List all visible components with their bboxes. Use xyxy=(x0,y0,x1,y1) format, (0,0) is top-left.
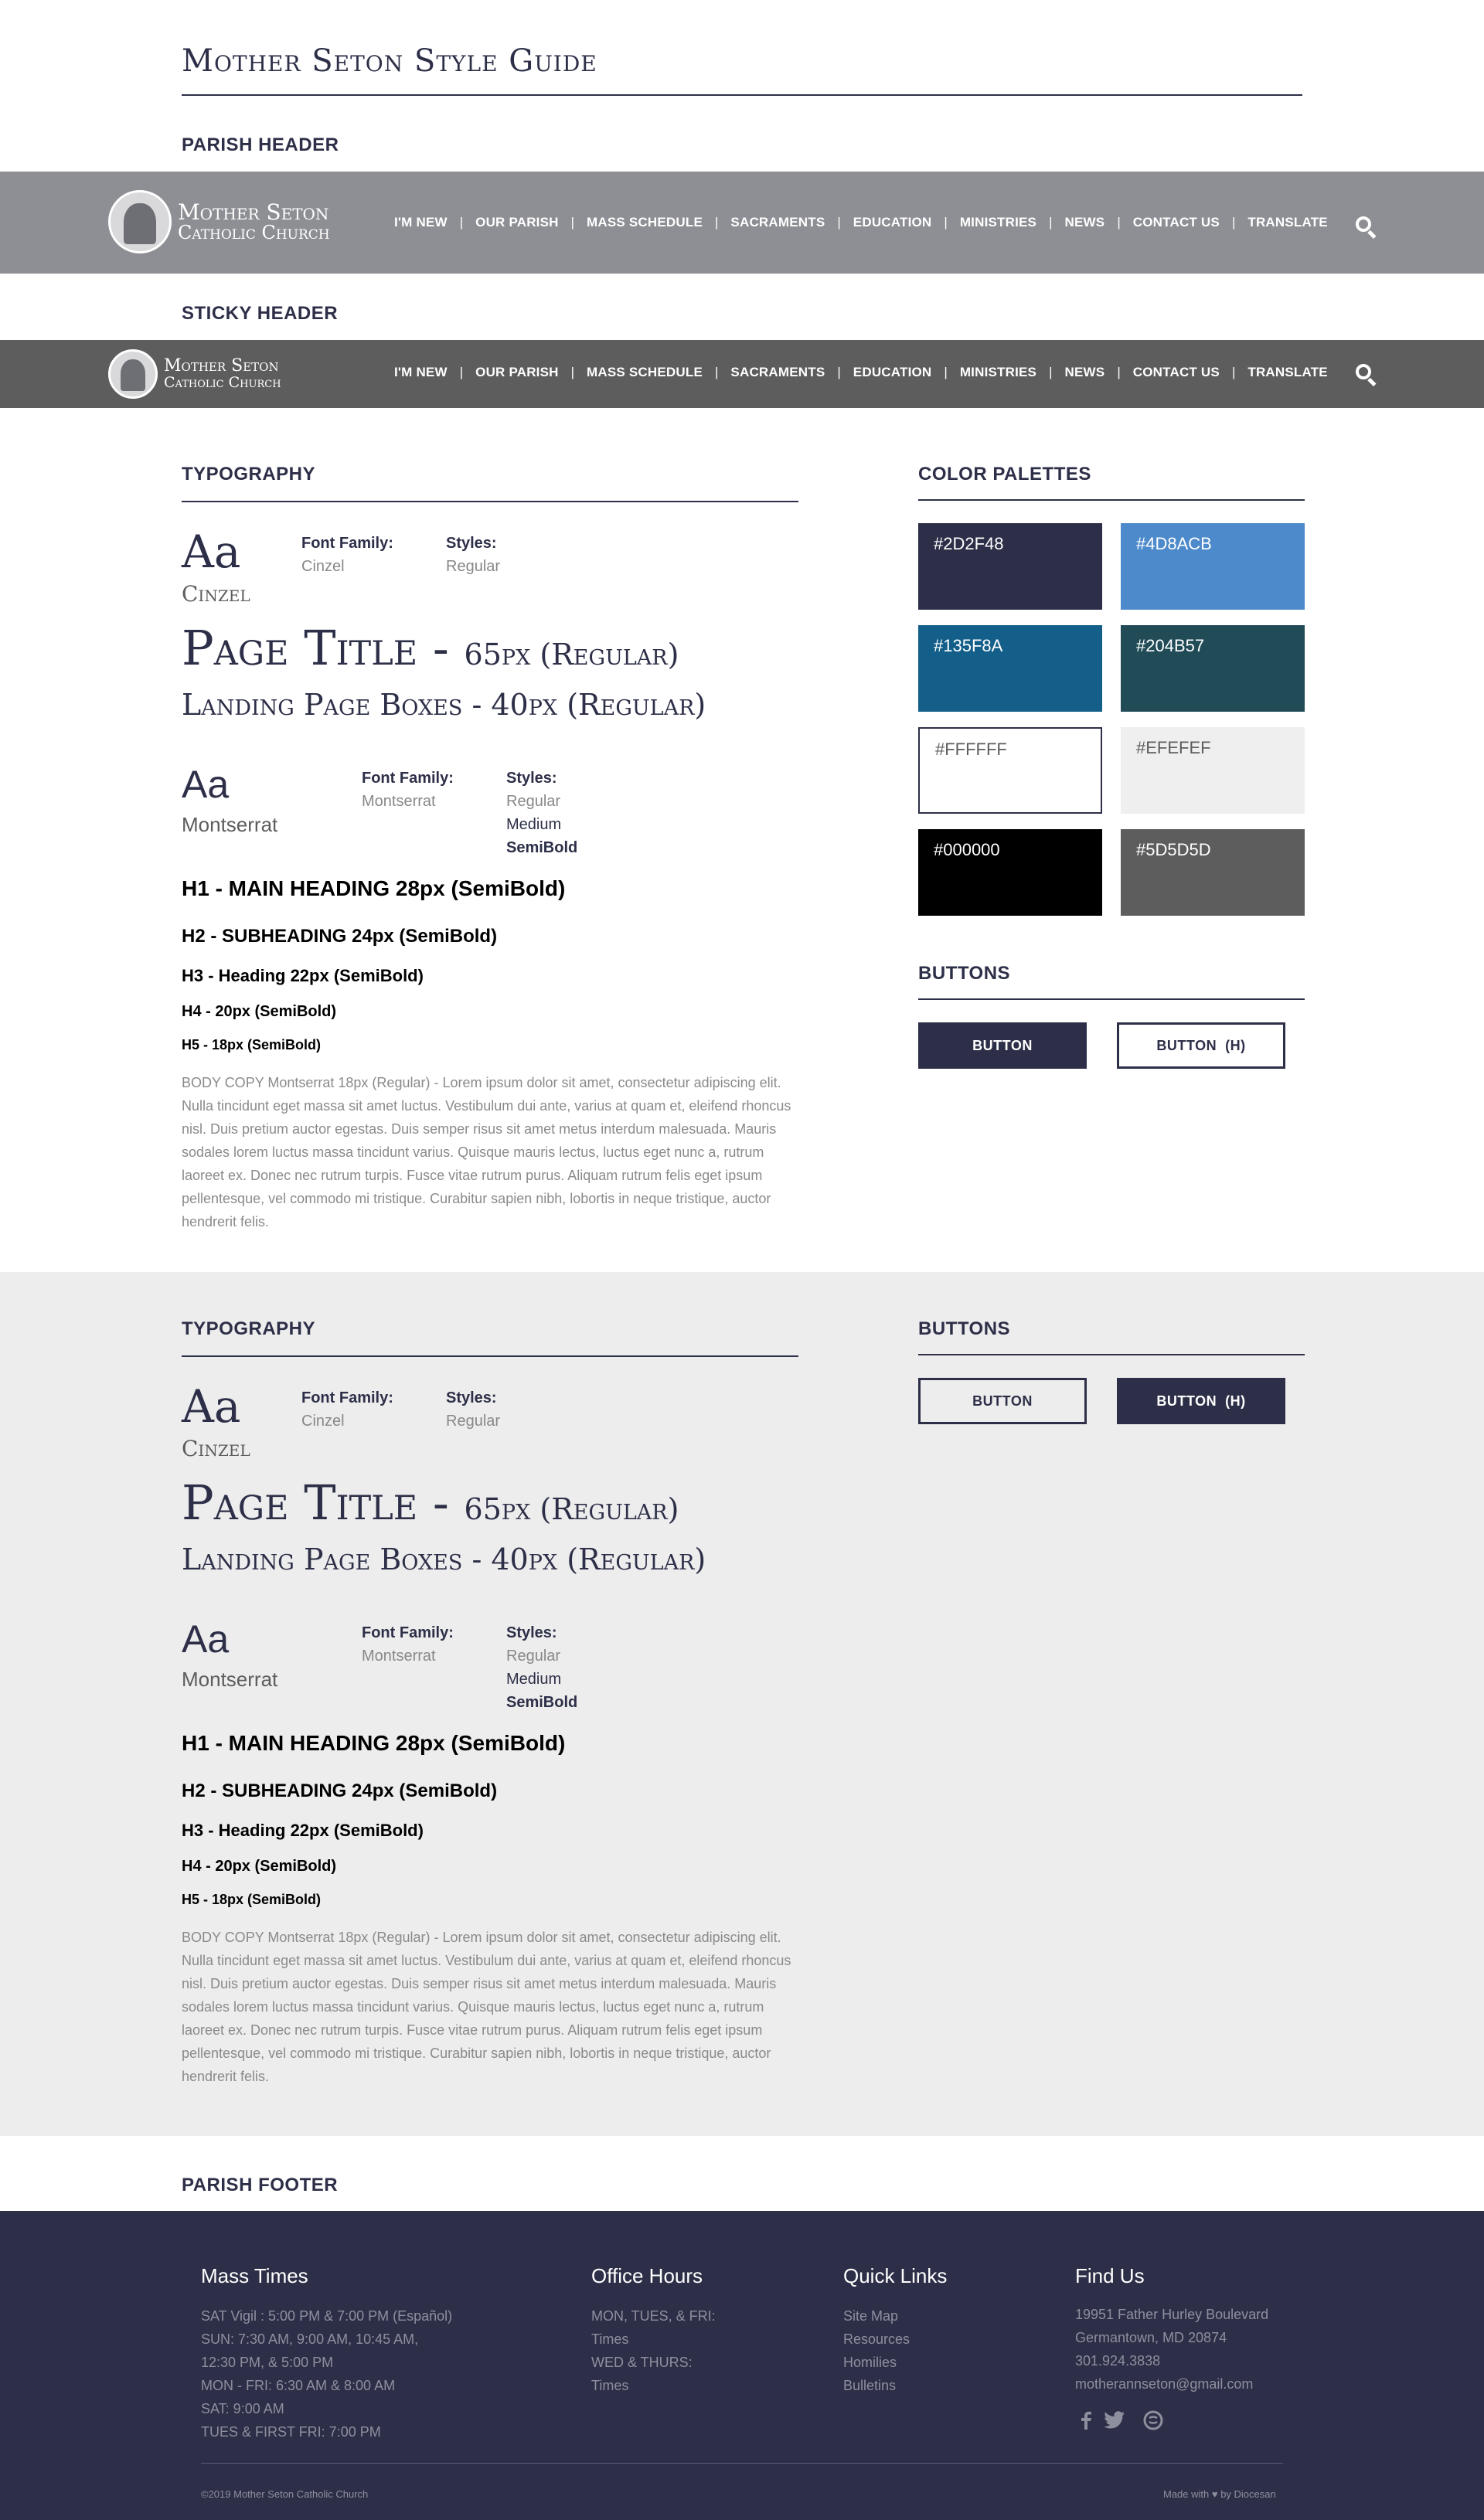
landing-title-sample: Landing Page Boxes - 40px (Regular) xyxy=(182,1542,706,1576)
page-title-size: 65px (Regular) xyxy=(464,638,679,672)
section-label-sticky-header: STICKY HEADER xyxy=(182,303,339,324)
footer-mass-time-line: SAT Vigil : 5:00 PM & 7:00 PM (Español) xyxy=(201,2308,453,2324)
nav-separator: | xyxy=(715,365,719,379)
cinzel-name: Cinzel xyxy=(182,1436,250,1461)
search-icon[interactable] xyxy=(1354,362,1377,386)
color-swatch-135f8a xyxy=(918,625,1102,712)
cinzel-name: Cinzel xyxy=(182,581,250,607)
landing-title-sample: Landing Page Boxes - 40px (Regular) xyxy=(182,688,706,722)
nav-separator: | xyxy=(837,365,841,379)
flocknote-icon[interactable] xyxy=(1142,2409,1164,2431)
montserrat-sample: Aa xyxy=(182,1617,230,1661)
footer-find-us-title: Find Us xyxy=(1075,2264,1145,2287)
swatch-hex: #4D8ACB xyxy=(1136,534,1212,553)
page-title-size: 65px (Regular) xyxy=(464,1492,679,1526)
logo-line-2: Catholic Church xyxy=(164,373,281,391)
cinzel-sample: Aa xyxy=(182,1380,241,1433)
nav-item-education[interactable]: EDUCATION xyxy=(853,215,932,230)
cinzel-sample: Aa xyxy=(182,525,241,578)
footer-office-hours-line: MON, TUES, & FRI: xyxy=(591,2308,716,2324)
montserrat-family-label: Font Family: xyxy=(362,1624,454,1641)
h4-sample: H4 - 20px (SemiBold) xyxy=(182,1858,337,1875)
footer-mass-times-title: Mass Times xyxy=(201,2264,308,2287)
cinzel-family-label: Font Family: xyxy=(301,535,393,552)
nav-item-sacraments[interactable]: SACRAMENTS xyxy=(730,215,825,230)
search-icon[interactable] xyxy=(1354,215,1377,238)
page-title-main: Page Title - xyxy=(182,1474,465,1531)
footer-phone[interactable]: 301.924.3838 xyxy=(1075,2353,1161,2369)
page-title-sample xyxy=(182,620,679,676)
nav-item-news[interactable]: NEWS xyxy=(1064,215,1105,230)
nav-separator: | xyxy=(715,215,719,230)
footer-copyright: ©2019 Mother Seton Catholic Church xyxy=(201,2488,369,2500)
nav-item-our-parish[interactable]: OUR PARISH xyxy=(475,365,559,379)
h2-sample: H2 - SUBHEADING 24px (SemiBold) xyxy=(182,926,498,947)
montserrat-style-medium: Medium xyxy=(506,1671,562,1688)
montserrat-style-regular: Regular xyxy=(506,1648,561,1665)
footer-mass-time-line: SUN: 7:30 AM, 9:00 AM, 10:45 AM, xyxy=(201,2331,419,2347)
typography-heading: TYPOGRAPHY xyxy=(182,464,316,485)
h3-sample: H3 - Heading 22px (SemiBold) xyxy=(182,966,424,985)
footer-mass-time-line: MON - FRI: 6:30 AM & 8:00 AM xyxy=(201,2378,396,2393)
color-swatch-5d5d5d xyxy=(1121,829,1305,916)
page-title: Mother Seton Style Guide xyxy=(182,43,597,79)
nav-separator: | xyxy=(1117,215,1121,230)
body-copy-sample: BODY COPY Montserrat 18px (Regular) - Lorem ipsum dolor sit amet, consectetur adipiscing elit. Nulla tincidunt eget massa sit amet luctus. Vestibulum dui ante, varius at quam et, eleifend rhoncus nisl. Duis pretium auctor egestas. Duis semper risus sit amet metus interdum malesuada. Mauris sodales lorem luctus massa tincidunt varius. Quisque mauris lectus, luctus eget nunc a, rutrum laoreet ex. Donec nec rutrum turpis. Fusce vitae rutrum purus. Aliquam rutrum felis eget ipsum pellentesque, vel commodo mi tristique. Curabitur sapien nibh, lobortis in neque tristique, auctor hendrerit felis. xyxy=(182,1930,791,2084)
color-swatch-efefef xyxy=(1121,727,1305,814)
nav-separator: | xyxy=(1231,365,1236,379)
footer-link-bulletins[interactable]: Bulletins xyxy=(843,2378,897,2393)
nav-separator: | xyxy=(570,365,575,379)
swatch-hex: #000000 xyxy=(934,840,1000,859)
cinzel-family-label: Font Family: xyxy=(301,1389,393,1406)
nav-item-education[interactable]: EDUCATION xyxy=(853,365,932,379)
title-divider xyxy=(182,94,1302,96)
color-swatch-000000 xyxy=(918,829,1102,916)
montserrat-style-medium: Medium xyxy=(506,816,562,833)
footer-mass-time-line: TUES & FIRST FRI: 7:00 PM xyxy=(201,2424,381,2440)
nav-item-mass-schedule[interactable]: MASS SCHEDULE xyxy=(587,365,703,379)
logo-line-1: Mother Seton xyxy=(164,356,279,376)
button-hover-outline[interactable]: BUTTON (H) xyxy=(1117,1022,1285,1069)
nav-separator: | xyxy=(944,215,948,230)
color-palettes-heading: COLOR PALETTES xyxy=(918,464,1091,485)
main-nav xyxy=(394,215,1328,230)
cinzel-styles-label: Styles: xyxy=(446,535,497,552)
nav-separator: | xyxy=(1231,215,1236,230)
nav-separator: | xyxy=(1117,365,1121,379)
nav-separator: | xyxy=(459,215,464,230)
nav-separator: | xyxy=(1049,365,1053,379)
cinzel-family-value: Cinzel xyxy=(301,1413,345,1430)
parish-header xyxy=(0,172,1484,274)
cinzel-family-value: Cinzel xyxy=(301,558,345,575)
sticky-header xyxy=(0,340,1484,408)
button-primary[interactable]: BUTTON xyxy=(918,1022,1087,1069)
footer-email[interactable]: motherannseton@gmail.com xyxy=(1075,2376,1254,2392)
nav-item-sacraments[interactable]: SACRAMENTS xyxy=(730,365,825,379)
swatch-hex: #FFFFFF xyxy=(935,740,1007,759)
cinzel-style-regular: Regular xyxy=(446,1413,501,1430)
footer-mass-time-line: SAT: 9:00 AM xyxy=(201,2401,284,2416)
nav-item-news[interactable]: NEWS xyxy=(1064,365,1105,379)
sticky-nav xyxy=(394,365,1328,380)
sticky-logo[interactable] xyxy=(108,349,281,399)
buttons-heading: BUTTONS xyxy=(918,963,1011,984)
swatch-hex: #204B57 xyxy=(1136,636,1205,655)
facebook-icon[interactable] xyxy=(1075,2409,1097,2431)
h3-sample: H3 - Heading 22px (SemiBold) xyxy=(182,1821,424,1840)
color-palettes-divider xyxy=(918,499,1305,501)
swatch-hex: #135F8A xyxy=(934,636,1003,655)
swatch-hex: #2D2F48 xyxy=(934,534,1004,553)
footer-made-with[interactable]: Made with ♥ by Diocesan xyxy=(1163,2488,1276,2500)
buttons-divider xyxy=(918,1354,1305,1355)
section-label-parish-header: PARISH HEADER xyxy=(182,134,339,155)
buttons-divider xyxy=(918,998,1305,1000)
montserrat-name: Montserrat xyxy=(182,1668,278,1691)
h5-sample: H5 - 18px (SemiBold) xyxy=(182,1892,322,1907)
nav-separator: | xyxy=(837,215,841,230)
section-label-parish-footer: PARISH FOOTER xyxy=(182,2175,339,2195)
nav-item-mass-schedule[interactable]: MASS SCHEDULE xyxy=(587,215,703,230)
typography-divider xyxy=(182,501,798,502)
nav-separator: | xyxy=(944,365,948,379)
nav-separator: | xyxy=(1049,215,1053,230)
nav-item-our-parish[interactable]: OUR PARISH xyxy=(475,215,559,230)
footer-office-hours-title: Office Hours xyxy=(591,2264,703,2287)
color-swatch-2d2f48 xyxy=(918,523,1102,610)
button-outline[interactable]: BUTTON xyxy=(918,1378,1087,1424)
footer-office-hours-line: WED & THURS: xyxy=(591,2355,693,2370)
montserrat-styles-label: Styles: xyxy=(506,770,557,787)
nav-item-translate[interactable]: TRANSLATE xyxy=(1247,215,1328,230)
nav-separator: | xyxy=(570,215,575,230)
footer-office-hours-line: Times xyxy=(591,2331,629,2347)
swatch-hex: #EFEFEF xyxy=(1136,738,1211,757)
button-hover-filled[interactable]: BUTTON (H) xyxy=(1117,1378,1285,1424)
montserrat-style-semibold: SemiBold xyxy=(506,839,578,856)
h5-sample: H5 - 18px (SemiBold) xyxy=(182,1037,322,1053)
color-swatch-4d8acb xyxy=(1121,523,1305,610)
montserrat-style-semibold: SemiBold xyxy=(506,1694,578,1711)
nav-item-translate[interactable]: TRANSLATE xyxy=(1247,365,1328,379)
montserrat-family-value: Montserrat xyxy=(362,793,436,810)
montserrat-sample: Aa xyxy=(182,763,230,806)
logo-line-2: Catholic Church xyxy=(178,222,330,244)
montserrat-family-label: Font Family: xyxy=(362,770,454,787)
montserrat-name: Montserrat xyxy=(182,813,278,836)
color-swatch-ffffff xyxy=(918,727,1102,814)
footer-address-line: Germantown, MD 20874 xyxy=(1075,2330,1227,2345)
footer-mass-time-line: 12:30 PM, & 5:00 PM xyxy=(201,2355,334,2370)
nav-item-contact-us[interactable]: CONTACT US xyxy=(1132,365,1220,379)
footer-address-line: 19951 Father Hurley Boulevard xyxy=(1075,2307,1269,2322)
footer-link-homilies[interactable]: Homilies xyxy=(843,2355,897,2370)
h1-sample: H1 - MAIN HEADING 28px (SemiBold) xyxy=(182,876,566,900)
footer-quick-links-title: Quick Links xyxy=(843,2264,948,2287)
nav-item-im-new[interactable]: I'M NEW xyxy=(394,215,448,230)
logo-emblem-icon xyxy=(108,190,172,253)
h4-sample: H4 - 20px (SemiBold) xyxy=(182,1003,337,1020)
page-title-sample xyxy=(182,1474,679,1531)
h2-sample: H2 - SUBHEADING 24px (SemiBold) xyxy=(182,1780,498,1801)
montserrat-style-regular: Regular xyxy=(506,793,561,810)
page-title-main: Page Title - xyxy=(182,620,465,676)
typography-heading: TYPOGRAPHY xyxy=(182,1318,316,1339)
typography-divider xyxy=(182,1355,798,1357)
footer-office-hours-line: Times xyxy=(591,2378,629,2393)
h1-sample: H1 - MAIN HEADING 28px (SemiBold) xyxy=(182,1731,566,1755)
logo-emblem-icon xyxy=(108,349,158,399)
montserrat-family-value: Montserrat xyxy=(362,1648,436,1665)
footer-link-resources[interactable]: Resources xyxy=(843,2331,910,2347)
footer-link-site-map[interactable]: Site Map xyxy=(843,2308,899,2324)
nav-separator: | xyxy=(459,365,464,379)
swatch-hex: #5D5D5D xyxy=(1136,840,1211,859)
cinzel-style-regular: Regular xyxy=(446,558,501,575)
nav-item-im-new[interactable]: I'M NEW xyxy=(394,365,448,379)
nav-item-ministries[interactable]: MINISTRIES xyxy=(959,215,1037,230)
buttons-heading: BUTTONS xyxy=(918,1318,1011,1339)
montserrat-styles-label: Styles: xyxy=(506,1624,557,1641)
nav-item-ministries[interactable]: MINISTRIES xyxy=(959,365,1037,379)
cinzel-styles-label: Styles: xyxy=(446,1389,497,1406)
footer-divider xyxy=(201,2463,1283,2464)
body-copy-sample: BODY COPY Montserrat 18px (Regular) - Lorem ipsum dolor sit amet, consectetur adipiscing elit. Nulla tincidunt eget massa sit amet luctus. Vestibulum dui ante, varius at quam et, eleifend rhoncus nisl. Duis pretium auctor egestas. Duis semper risus sit amet metus interdum malesuada. Mauris sodales lorem luctus massa tincidunt varius. Quisque mauris lectus, luctus eget nunc a, rutrum laoreet ex. Donec nec rutrum turpis. Fusce vitae rutrum purus. Aliquam rutrum felis eget ipsum pellentesque, vel commodo mi tristique. Curabitur sapien nibh, lobortis in neque tristique, auctor hendrerit felis. xyxy=(182,1075,791,1229)
parish-logo[interactable] xyxy=(108,190,330,253)
nav-item-contact-us[interactable]: CONTACT US xyxy=(1132,215,1220,230)
logo-line-1: Mother Seton xyxy=(178,199,329,225)
color-swatch-204b57 xyxy=(1121,625,1305,712)
twitter-icon[interactable] xyxy=(1104,2409,1125,2431)
